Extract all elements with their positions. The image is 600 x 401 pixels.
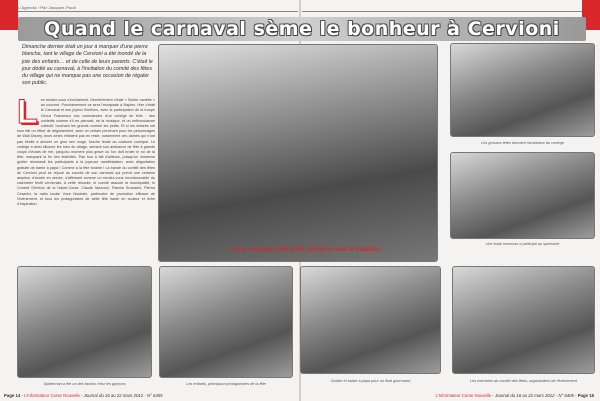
main-photo-caption: Le roi carnaval a été brûlé comme le veut la tradition: [230, 247, 380, 253]
photo-crowd: [450, 152, 595, 239]
photo-big-heads: [450, 43, 595, 137]
main-photo: [158, 44, 438, 262]
article-body-text: es rendez-vous s'enchaînent. Dernièrement c'était « Soirée raclette » au couvent. Prochainement ce sera l'escapade à Naples. Hier c'était le Carnaval et ses joyeux flonflons, avec la participation de la troupe Circus Francesco aux commandes d'un cortège de folie : des confettis comme s'il en pleuvait, de la musique, et un enthousiasme collectif, touchant les grands comme les petits. Et si les enfants ont tous fait un effort de déguisement, avec un certain penchant pour les personnages de Walt Disney, leurs aînés n'étaient pas en reste, notamment ces dames qui n'ont pas hésité à arborer un gros nez rouge, touche finale au costume comique. Le cortège a ainsi sillonné les rues du village, semant son ambiance de fête à grands coups d'éclats de rire, jusqu'au moment plus grave où l'on doit brûler le roi de la fête, marquant la fin des festivités. Pas tout à fait d'ailleurs, puisqu'un immense goûter réunissait les participants à la joyeuse manifestation, avec dégustation gratuite de barbe à papa ! Comme à la fête foraine ! La bande du comité des fêtes de Cervioni peut se réjouir du succès de son carnaval qui prend une certaine ampleur d'année en année, s'affirmant comme un rendez-vous incontournable du calendrier festif cervionais. A cette réussite, le comité associe la municipalité, le Conseil Général de la Haute-Corse, Claude Mazzoni, Francis Suzzarini, Pierrot Cesarini, la radio locale Voce Nustrale, partenaire de promotion efficace de l'événement, et tous les protagonistes de cette fête haute en couleur et riche d'inspiration.: [17, 98, 155, 207]
header-rule-left: [18, 11, 298, 12]
caption-crowd: Une foule immense a participé au spectacle: [485, 242, 560, 246]
article-body: [17, 93, 155, 207]
publication-name-left: L'Informateur Corse Nouvelle: [24, 393, 80, 398]
article-title: Quand le carnaval sème le bonheur à Cervioni: [18, 17, 586, 41]
caption-big-heads: Les grosses têtes donnent l'ambiance du cortège: [481, 141, 564, 145]
issue-info-left: Journal du 16 au 22 mars 2012 - N° 6405: [83, 393, 163, 398]
photo-spiderman: [17, 266, 152, 378]
caption-children: Les enfants, principaux protagonistes de la fête: [186, 382, 266, 386]
photo-children: [159, 266, 293, 378]
caption-snack: Goûter et barbe à papa pour un final gourmand: [330, 379, 411, 383]
header-rule-right: [302, 11, 582, 12]
caption-spiderman: Spiderman a été un des favoris chez les garçons: [43, 382, 126, 386]
section-rubric: L'Agenda / Par Jacques Paoli: [18, 5, 76, 10]
photo-committee: [452, 266, 595, 374]
page-number-left: Page 14: [4, 393, 21, 398]
page-number-right: Page 15: [577, 393, 594, 398]
publication-name-right: L'Informateur Corse Nouvelle: [435, 393, 492, 398]
caption-committee: Les membres du comité des fêtes, organisateur de l'événement: [470, 379, 577, 383]
article-intro: Dimanche dernier était un jour à marquer d'une pierre blanche, tant le village de Cervioni a été inondé de la joie des enfants… et de celle de leurs parents. C'était le jour dédié au carnaval, à l'invitation du comité des fêtes du village qui ne manque pas une occasion de régaler son public.: [22, 44, 153, 87]
footer-right: L'Informateur Corse Nouvelle - Journal du 16 au 22 mars 2012 - N° 6405 - Page 15: [435, 393, 594, 398]
footer-left: Page 14 - L'Informateur Corse Nouvelle - Journal du 16 au 22 mars 2012 - N° 6405: [4, 393, 163, 398]
corner-tab-left: [0, 0, 18, 30]
photo-snack: [300, 266, 441, 374]
drop-cap: L: [17, 93, 38, 131]
issue-info-right: Journal du 16 au 22 mars 2012 - N° 6405: [495, 393, 574, 398]
